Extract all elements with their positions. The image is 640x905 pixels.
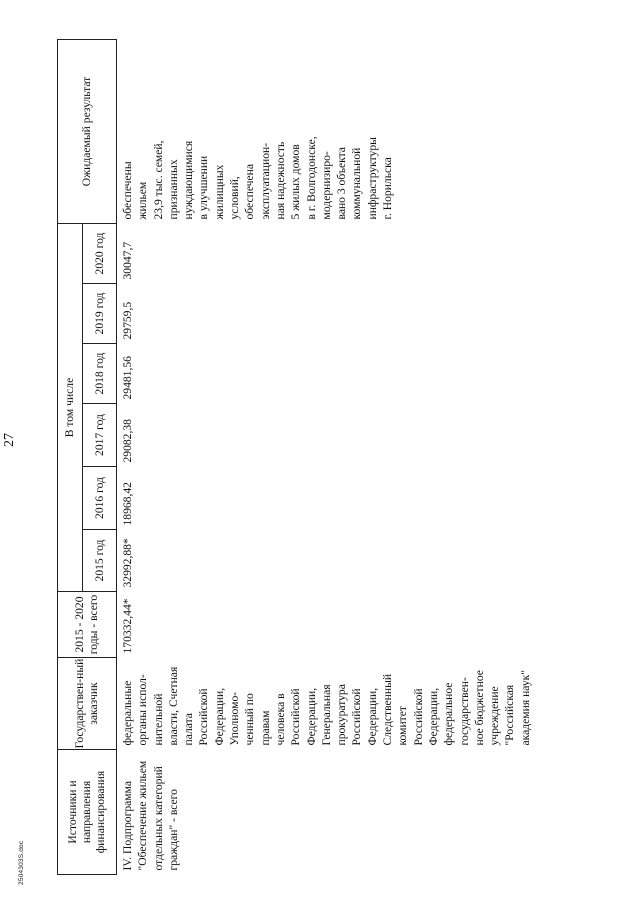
total-value: 170332,44*	[121, 598, 134, 654]
value-2015: 32992,88*	[121, 538, 134, 588]
header-year-2020: 2020 год	[83, 224, 117, 284]
customer-line: федеральные	[121, 680, 134, 746]
customer-cell	[117, 658, 534, 750]
customer-line: правам	[258, 710, 272, 746]
customer-line: прокуратура	[335, 684, 349, 746]
value-2017: 29082,38	[121, 419, 134, 463]
customer-line: академия наук"	[518, 670, 532, 746]
header-year-2019: 2019 год	[83, 284, 117, 344]
customer-line: Федерации,	[365, 687, 379, 746]
result-line: инфраструктуры	[365, 137, 379, 220]
customer-line: ное бюджетное	[472, 670, 486, 746]
header-including: В том числе	[58, 224, 83, 592]
customer-line: Генеральная	[319, 684, 333, 746]
result-line: эксплуатацион-	[258, 142, 272, 220]
result-line: признанных	[166, 159, 180, 220]
customer-line: палата	[182, 713, 196, 746]
header-year-2015: 2015 год	[83, 530, 117, 592]
customer-line: человека в	[273, 693, 287, 746]
customer-line: комитет	[396, 706, 410, 746]
customer-line: Российской	[411, 688, 425, 746]
customer-line: учреждение	[488, 686, 502, 746]
financing-table	[57, 39, 533, 875]
result-line: обеспечены	[121, 161, 134, 220]
value-2016: 18968,42	[121, 482, 134, 526]
customer-line: нительной	[151, 693, 165, 746]
customer-line: Российской	[350, 688, 364, 746]
customer-line: Федерации,	[426, 687, 440, 746]
header-customer: Государствен-ный заказчик	[58, 658, 117, 750]
source-line: "Обеспечение жильем	[136, 760, 150, 871]
customer-line: Федерации,	[304, 687, 318, 746]
customer-line: органы испол-	[136, 674, 150, 746]
value-2018: 29481,56	[121, 356, 134, 400]
customer-line: "Российская	[503, 684, 517, 746]
result-line: нуждающимися	[182, 140, 196, 220]
result-line: г. Норильска	[381, 157, 395, 220]
value-2019: 29759,5	[121, 301, 134, 340]
result-line: 5 жилых домов	[289, 144, 303, 220]
customer-line: Следственный	[381, 673, 395, 746]
result-line: в г. Волгодонске,	[304, 136, 318, 220]
result-line: 23,9 тыс. семей,	[151, 140, 165, 220]
source-line: граждан" - всего	[166, 789, 180, 871]
value-2020: 30047,7	[121, 241, 134, 280]
header-year-2018: 2018 год	[83, 344, 117, 404]
page-number: 27	[2, 433, 17, 447]
header-year-2016: 2016 год	[83, 467, 117, 530]
header-expected-result: Ожидаемый результат	[58, 40, 117, 224]
result-line: условий,	[228, 176, 242, 220]
customer-line: Российской	[289, 688, 303, 746]
result-line: ная надежность	[273, 141, 287, 220]
customer-line: Российской	[197, 688, 211, 746]
customer-line: государствен-	[457, 677, 471, 746]
customer-line: Федерации,	[212, 687, 226, 746]
customer-line: федеральное	[442, 682, 456, 746]
customer-line: ченный по	[243, 693, 257, 746]
customer-line: Уполномо-	[228, 691, 242, 746]
source-line: отдельных категорий	[151, 766, 165, 871]
header-source: Источники и направления финансирования	[58, 750, 117, 875]
result-line: жилищных	[212, 164, 226, 220]
table-row	[117, 40, 534, 875]
header-year-2017: 2017 год	[83, 404, 117, 467]
result-line: обеспечена	[243, 163, 257, 220]
customer-line: власти, Счетная	[166, 666, 180, 746]
source-line: IV. Подпрограмма	[121, 780, 134, 871]
document-file-code: 2504303S.doc	[18, 840, 25, 885]
result-line: в улучшении	[197, 155, 211, 220]
result-line: вано 3 объекта	[335, 147, 349, 220]
result-line: модернизиро-	[319, 151, 333, 220]
header-total: 2015 - 2020 годы - всего	[58, 592, 117, 658]
result-line: жильем	[136, 181, 150, 220]
source-cell	[117, 750, 534, 875]
expected-result-cell	[117, 40, 534, 224]
result-line: коммунальной	[350, 147, 364, 220]
